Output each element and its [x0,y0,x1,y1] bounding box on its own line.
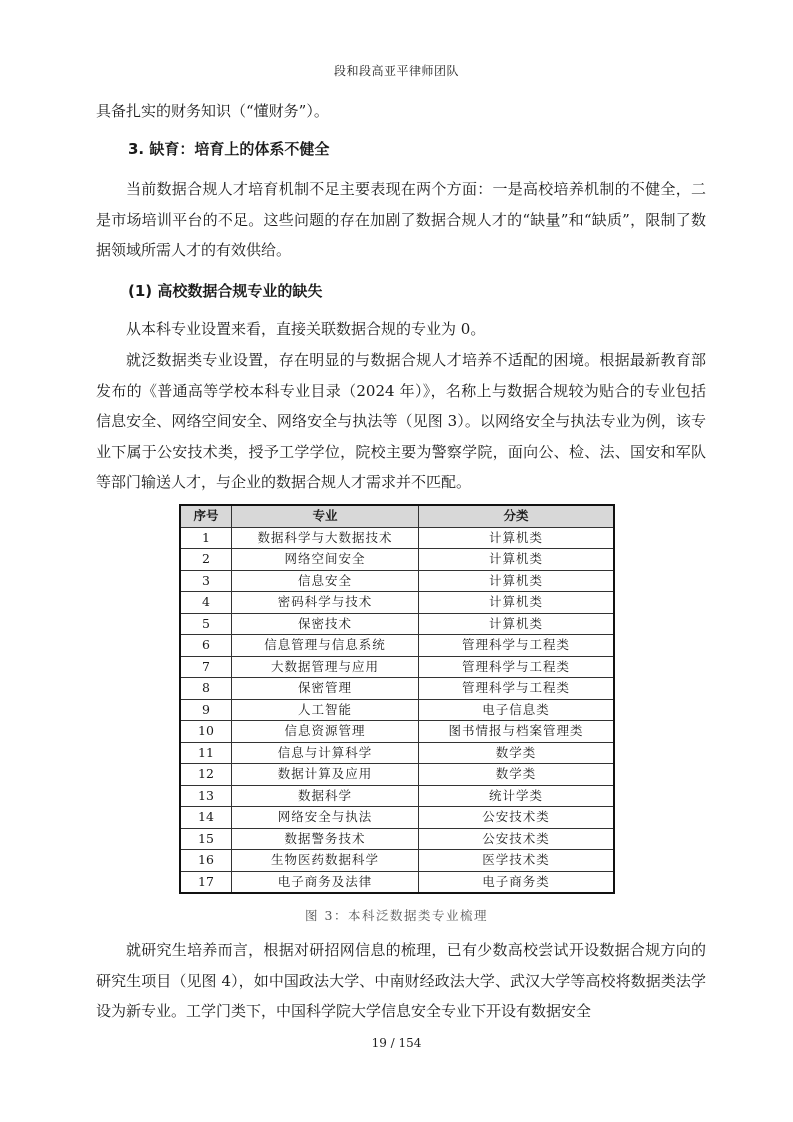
table-row [180,635,614,657]
cell-category: 计算机类 [419,527,615,549]
cell-major: 人工智能 [232,699,419,721]
section-heading-3: 3. 缺育：培育上的体系不健全 [128,140,330,158]
cell-no: 16 [180,850,232,872]
cell-category: 医学技术类 [419,850,615,872]
cell-no: 10 [180,721,232,743]
table-row [180,527,614,549]
cell-no: 14 [180,807,232,829]
table-row [180,850,614,872]
cell-category: 图书情报与档案管理类 [419,721,615,743]
paragraph-2: 从本科专业设置来看，直接关联数据合规的专业为 0。 [126,320,486,338]
header-no: 序号 [180,505,232,527]
cell-no: 17 [180,871,232,893]
table-row [180,828,614,850]
cell-no: 15 [180,828,232,850]
cell-no: 11 [180,742,232,764]
figure-caption: 图 3：本科泛数据类专业梳理 [305,908,488,923]
paragraph-1: 当前数据合规人才培育机制不足主要表现在两个方面：一是高校培养机制的不健全，二是市场培训平台的不足。这些问题的存在加剧了数据合规人才的“缺量”和“缺质”，限制了数据领域所需人才的有效供给。 [96,180,706,259]
cell-major: 信息安全 [232,570,419,592]
cell-no: 4 [180,592,232,614]
cell-no: 9 [180,699,232,721]
cell-no: 7 [180,656,232,678]
cell-major: 保密管理 [232,678,419,700]
cell-major: 数据科学 [232,785,419,807]
cell-major: 生物医药数据科学 [232,850,419,872]
table-row [180,871,614,893]
cell-major: 信息管理与信息系统 [232,635,419,657]
paragraph-3: 就泛数据类专业设置，存在明显的与数据合规人才培养不适配的困境。根据最新教育部发布的《普通高等学校本科专业目录（2024 年）》，名称上与数据合规较为贴合的专业包括信息安全、网络空间安全、网络安全与执法等（见图 3）。以网络安全与执法专业为例，该专业下属于公安技术类，授予工学学位，院校主要为警察学院，面向公、检、法、国安和军队等部门输送人才，与企业的数据合规人才需求并不匹配。 [96,351,706,491]
table-row [180,699,614,721]
cell-no: 1 [180,527,232,549]
paragraph-4: 就研究生培养而言，根据对研招网信息的梳理，已有少数高校尝试开设数据合规方向的研究生项目（见图 4），如中国政法大学、中南财经政法大学、武汉大学等高校将数据类法学设为新专业。工学门类下，中国科学院大学信息安全专业下开设有数据安全 [96,941,706,1020]
table-row [180,785,614,807]
table-row [180,721,614,743]
table-row [180,613,614,635]
header-category: 分类 [419,505,615,527]
table-body [180,527,614,893]
cell-category: 计算机类 [419,613,615,635]
subsection-heading-1: (1) 高校数据合规专业的缺失 [128,282,323,300]
cell-major: 信息资源管理 [232,721,419,743]
cell-major: 网络空间安全 [232,549,419,571]
cell-major: 数据警务技术 [232,828,419,850]
cell-major: 网络安全与执法 [232,807,419,829]
cell-category: 电子信息类 [419,699,615,721]
cell-category: 管理科学与工程类 [419,635,615,657]
cell-no: 8 [180,678,232,700]
table-row [180,678,614,700]
cell-major: 电子商务及法律 [232,871,419,893]
cell-major: 保密技术 [232,613,419,635]
header-major: 专业 [232,505,419,527]
cell-no: 6 [180,635,232,657]
cell-category: 公安技术类 [419,807,615,829]
cell-category: 计算机类 [419,570,615,592]
cell-no: 5 [180,613,232,635]
table-row [180,656,614,678]
cell-category: 计算机类 [419,549,615,571]
cell-category: 数学类 [419,764,615,786]
cell-no: 2 [180,549,232,571]
table-header-row [180,505,614,527]
cell-category: 管理科学与工程类 [419,678,615,700]
cell-category: 公安技术类 [419,828,615,850]
table-row [180,549,614,571]
paragraph-0: 具备扎实的财务知识（“懂财务”）。 [96,102,329,120]
cell-major: 数据科学与大数据技术 [232,527,419,549]
cell-category: 管理科学与工程类 [419,656,615,678]
table-row [180,764,614,786]
cell-no: 12 [180,764,232,786]
page-number: 19 / 154 [371,1036,422,1050]
table-row [180,570,614,592]
cell-major: 信息与计算科学 [232,742,419,764]
cell-no: 3 [180,570,232,592]
page-header: 段和段高亚平律师团队 [333,64,459,78]
table-row [180,592,614,614]
majors-table [179,504,615,894]
cell-category: 数学类 [419,742,615,764]
cell-category: 计算机类 [419,592,615,614]
table-row [180,807,614,829]
cell-major: 大数据管理与应用 [232,656,419,678]
cell-category: 统计学类 [419,785,615,807]
cell-no: 13 [180,785,232,807]
cell-major: 密码科学与技术 [232,592,419,614]
cell-major: 数据计算及应用 [232,764,419,786]
cell-category: 电子商务类 [419,871,615,893]
table-row [180,742,614,764]
